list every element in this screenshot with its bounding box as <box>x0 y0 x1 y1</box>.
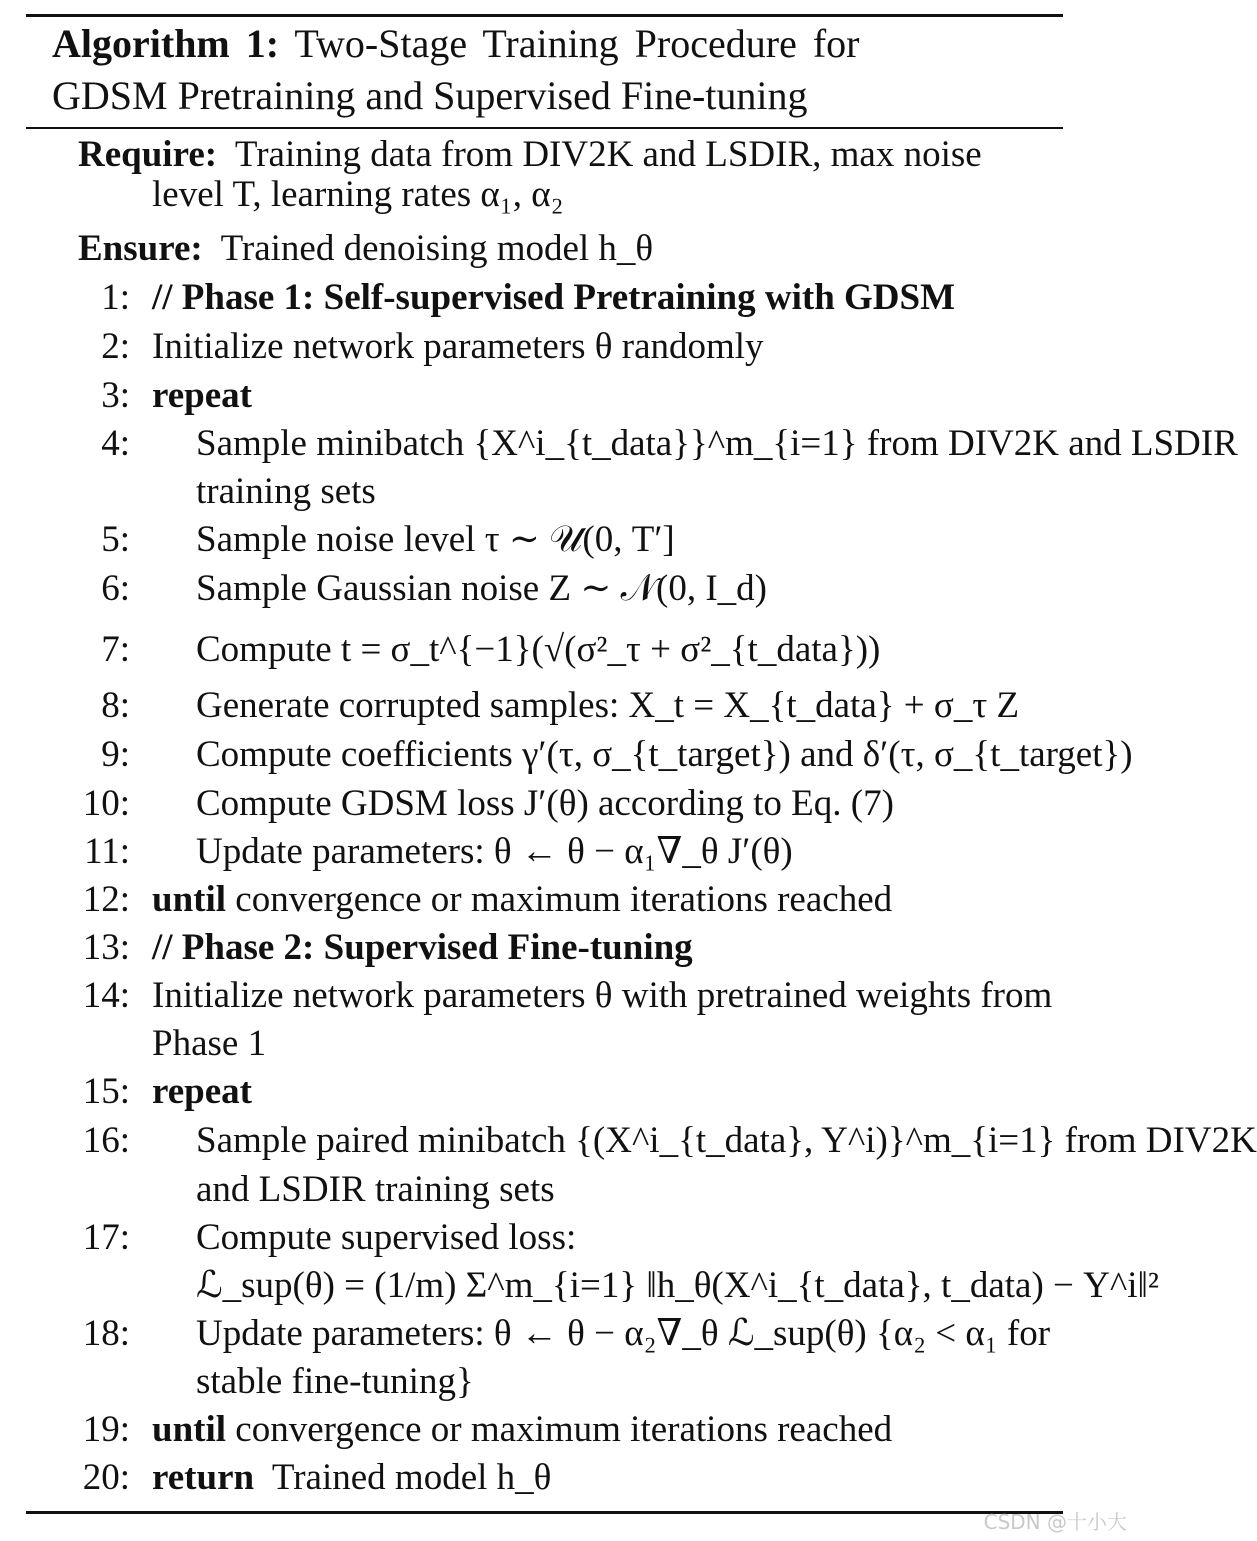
line-text: Update parameters: θ ← θ − α₂∇_θ ℒ_sup(θ) {α₂ < α₁ for <box>196 1313 1051 1354</box>
until-condition: convergence or maximum iterations reached <box>235 1409 893 1450</box>
line-text: Compute t = σ_t^{−1}(√(σ²_τ + σ²_{t_data})) <box>196 629 881 670</box>
line-text-continued: stable fine-tuning} <box>196 1361 474 1402</box>
line-number: 19: <box>82 1409 130 1450</box>
watermark: CSDN @十小大 <box>983 1510 1127 1534</box>
line-text: Compute GDSM loss J′(θ) according to Eq. (7) <box>196 783 894 824</box>
line-number: 1: <box>101 277 130 318</box>
ensure-keyword: Ensure: <box>78 228 203 269</box>
line-number: 14: <box>82 975 130 1016</box>
bottom-rule <box>26 1511 1063 1514</box>
require-block <box>78 135 982 215</box>
line-number: 7: <box>101 629 130 670</box>
repeat-keyword: repeat <box>152 1071 252 1112</box>
until-condition: convergence or maximum iterations reached <box>235 879 893 920</box>
line-number: 13: <box>82 927 130 968</box>
algorithm-title <box>52 18 952 122</box>
title-line-1: Two-Stage Training Procedure for <box>294 21 860 66</box>
line-text <box>152 876 892 924</box>
supervised-loss-formula: ℒ_sup(θ) = (1/m) Σ^m_{i=1} ‖h_θ(X^i_{t_data}, t_data) − Y^i‖² <box>196 1265 1159 1306</box>
line-number: 3: <box>101 375 130 416</box>
line-number: 17: <box>82 1217 130 1258</box>
line-number: 18: <box>82 1313 130 1354</box>
return-keyword: return <box>152 1457 255 1498</box>
line-number: 4: <box>101 423 130 464</box>
title-rule <box>26 127 1063 129</box>
line-number: 10: <box>82 783 130 824</box>
return-value: Trained model h_θ <box>271 1457 552 1498</box>
line-text: Sample paired minibatch {(X^i_{t_data}, Y^i)}^m_{i=1} from DIV2K <box>196 1120 1257 1161</box>
line-number: 2: <box>101 326 130 367</box>
line-text <box>152 1454 551 1502</box>
require-keyword: Require: <box>78 134 218 175</box>
line-number: 9: <box>101 734 130 775</box>
line-number: 12: <box>82 879 130 920</box>
line-number: 16: <box>82 1120 130 1161</box>
ensure-block <box>78 229 653 269</box>
line-number: 5: <box>101 519 130 560</box>
until-keyword: until <box>152 1409 227 1450</box>
line-text: Compute coefficients γ′(τ, σ_{t_target}) and δ′(τ, σ_{t_target}) <box>196 734 1133 775</box>
line-text: Sample Gaussian noise Z ∼ 𝒩(0, I_d) <box>196 568 767 609</box>
line-text-continued: Phase 1 <box>152 1023 267 1064</box>
line-text: Initialize network parameters θ with pretrained weights from <box>152 975 1053 1016</box>
line-text-continued: training sets <box>196 471 376 512</box>
line-text: Generate corrupted samples: X_t = X_{t_data} + σ_τ Z <box>196 685 1020 726</box>
line-text: Compute supervised loss: <box>196 1217 577 1258</box>
require-text-1: Training data from DIV2K and LSDIR, max noise <box>234 134 982 175</box>
line-number: 11: <box>84 831 130 872</box>
line-number: 8: <box>101 685 130 726</box>
algorithm-label: Algorithm 1: <box>52 21 280 66</box>
line-number: 20: <box>82 1457 130 1498</box>
line-text <box>152 1406 892 1454</box>
line-number: 15: <box>82 1071 130 1112</box>
line-text: Sample minibatch {X^i_{t_data}}^m_{i=1} from DIV2K and LSDIR <box>196 423 1238 464</box>
require-text-2: level T, learning rates α₁, α₂ <box>152 174 564 215</box>
line-text-continued: and LSDIR training sets <box>196 1169 555 1210</box>
line-number: 6: <box>101 568 130 609</box>
phase-1-comment: // Phase 1: Self-supervised Pretraining with GDSM <box>152 277 956 318</box>
ensure-text: Trained denoising model h_θ <box>220 228 654 269</box>
line-text: Sample noise level τ ∼ 𝒰(0, T′] <box>196 519 675 560</box>
repeat-keyword: repeat <box>152 375 252 416</box>
title-line-2: GDSM Pretraining and Supervised Fine-tuning <box>52 73 808 118</box>
phase-2-comment: // Phase 2: Supervised Fine-tuning <box>152 927 693 968</box>
line-text: Initialize network parameters θ randomly <box>152 326 764 367</box>
top-rule <box>26 14 1063 17</box>
until-keyword: until <box>152 879 227 920</box>
line-text: Update parameters: θ ← θ − α₁∇_θ J′(θ) <box>196 831 793 872</box>
